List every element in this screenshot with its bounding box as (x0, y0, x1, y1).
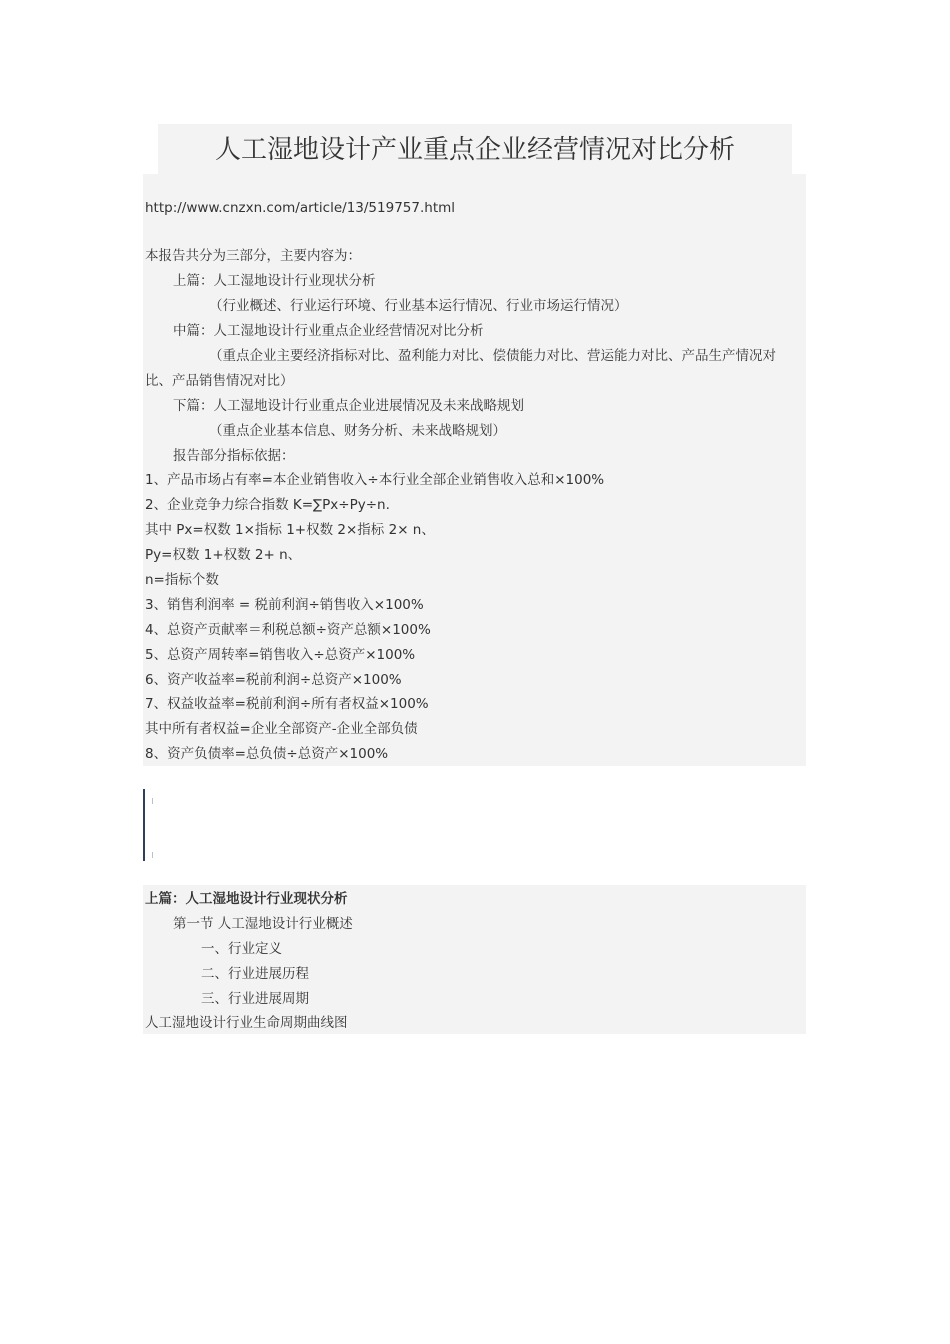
formula-line: n=指标个数 (145, 572, 219, 588)
source-url-link[interactable]: http://www.cnzxn.com/article/13/519757.html (145, 200, 456, 216)
outline-item: 三、行业进展周期 (201, 991, 309, 1007)
formula-line: 3、销售利润率 = 税前利润÷销售收入×100% (145, 597, 424, 613)
formula-line: 1、产品市场占有率=本企业销售收入÷本行业全部企业销售收入总和×100% (145, 472, 605, 488)
figure-caption: 人工湿地设计行业生命周期曲线图 (145, 1015, 348, 1031)
formula-line: 其中所有者权益=企业全部资产-企业全部负债 (145, 721, 418, 737)
formula-line: 6、资产收益率=税前利润÷总资产×100% (145, 672, 402, 688)
formula-line: Py=权数 1+权数 2+ n、 (145, 547, 302, 563)
divider-tick (152, 798, 153, 804)
formula-line: 8、资产负债率=总负债÷总资产×100% (145, 746, 389, 762)
outline-item: 二、行业进展历程 (201, 966, 309, 982)
formula-line: 2、企业竞争力综合指数 K=∑Px÷Py÷n. (145, 497, 390, 513)
part1-title: 上篇：人工湿地设计行业现状分析 (173, 273, 376, 289)
formula-line: 4、总资产贡献率＝利税总额÷资产总额×100% (145, 622, 431, 638)
part2-title: 中篇：人工湿地设计行业重点企业经营情况对比分析 (173, 323, 484, 339)
part1-detail: （行业概述、行业运行环境、行业基本运行情况、行业市场运行情况） (209, 298, 628, 314)
outline-item: 一、行业定义 (201, 941, 282, 957)
formula-line: 7、权益收益率=税前利润÷所有者权益×100% (145, 696, 429, 712)
divider-tick (152, 852, 153, 858)
part3-detail: （重点企业基本信息、财务分析、未来战略规划） (209, 423, 506, 439)
section-heading: 上篇：人工湿地设计行业现状分析 (145, 891, 348, 907)
report-intro: 本报告共分为三部分，主要内容为： (145, 248, 361, 264)
basis-heading: 报告部分指标依据： (173, 448, 295, 464)
vertical-divider (143, 789, 145, 861)
chapter-title: 第一节 人工湿地设计行业概述 (173, 916, 353, 932)
part3-title: 下篇：人工湿地设计行业重点企业进展情况及未来战略规划 (173, 398, 524, 414)
part2-detail-line2: 比、产品销售情况对比） (145, 373, 294, 389)
document-title: 人工湿地设计产业重点企业经营情况对比分析 (214, 135, 735, 165)
formula-line: 5、总资产周转率=销售收入÷总资产×100% (145, 647, 416, 663)
formula-line: 其中 Px=权数 1×指标 1+权数 2×指标 2× n、 (145, 522, 435, 538)
part2-detail-line1: （重点企业主要经济指标对比、盈利能力对比、偿债能力对比、营运能力对比、产品生产情况对 (209, 348, 776, 364)
